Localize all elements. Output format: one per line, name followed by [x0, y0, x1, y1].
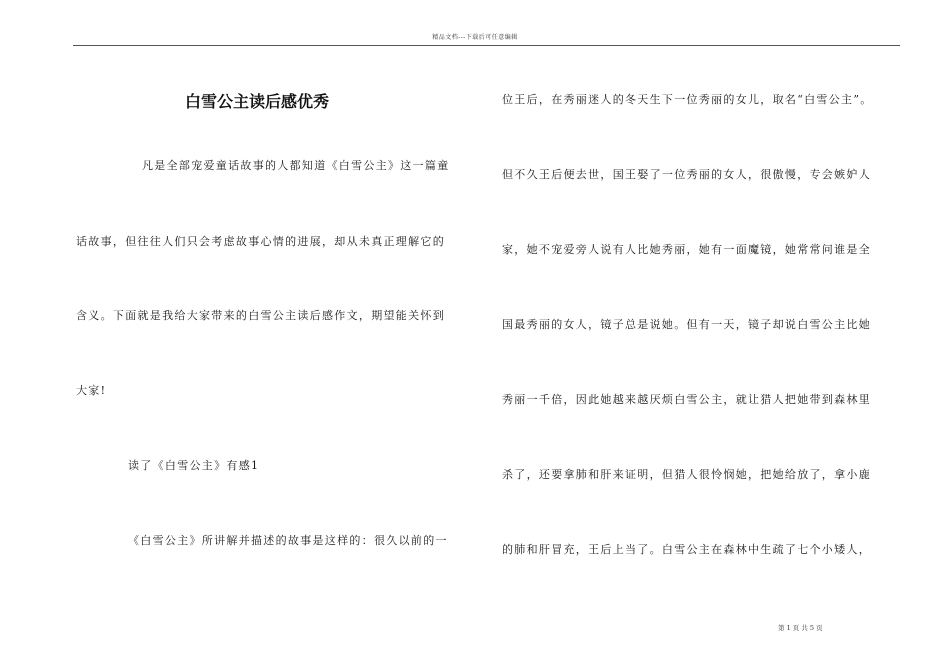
paragraph-line: 秀丽一千倍，因此她越来越厌烦白雪公主，就让猎人把她带到森林里: [502, 393, 871, 406]
paragraph-line: 《白雪公主》所讲解并描述的故事是这样的：很久以前的一: [128, 534, 448, 547]
paragraph-line: 但不久王后便去世，国王娶了一位秀丽的女人，很傲慢，专会嫉妒人: [502, 168, 871, 181]
page-number: 第 1 页 共 5 页: [778, 624, 823, 632]
paragraph-line: 国最秀丽的女人，镜子总是说她。但有一天，镜子却说白雪公主比她: [502, 318, 871, 331]
paragraph-line: 的肺和肝冒充，王后上当了。白雪公主在森林中生疏了七个小矮人，: [502, 543, 871, 556]
paragraph-line: 位王后，在秀丽迷人的冬天生下一位秀丽的女儿，取名“白雪公主”。: [502, 93, 873, 106]
document-title: 白雪公主读后感优秀: [185, 92, 330, 111]
paragraph-line: 家，她不宠爱旁人说有人比她秀丽，她有一面魔镜，她常常问谁是全: [502, 243, 871, 256]
paragraph-line: 杀了，还要拿肺和肝来证明，但猎人很怜悯她，把她给放了，拿小鹿: [502, 468, 871, 481]
section-heading: 读了《白雪公主》有感1: [128, 459, 260, 472]
header-note: 精品文档---下载后可任意编辑: [432, 34, 518, 41]
paragraph-line: 大家!: [76, 384, 107, 397]
paragraph-line: 话故事，但往往人们只会考虑故事心情的进展，却从未真正理解它的: [76, 235, 445, 248]
paragraph-line: 含义。下面就是我给大家带来的白雪公主读后感作文，期望能关怀到: [76, 309, 445, 322]
header-divider: [73, 45, 900, 46]
paragraph-line: 凡是全部宠爱童话故事的人都知道《白雪公主》这一篇童: [142, 159, 450, 172]
